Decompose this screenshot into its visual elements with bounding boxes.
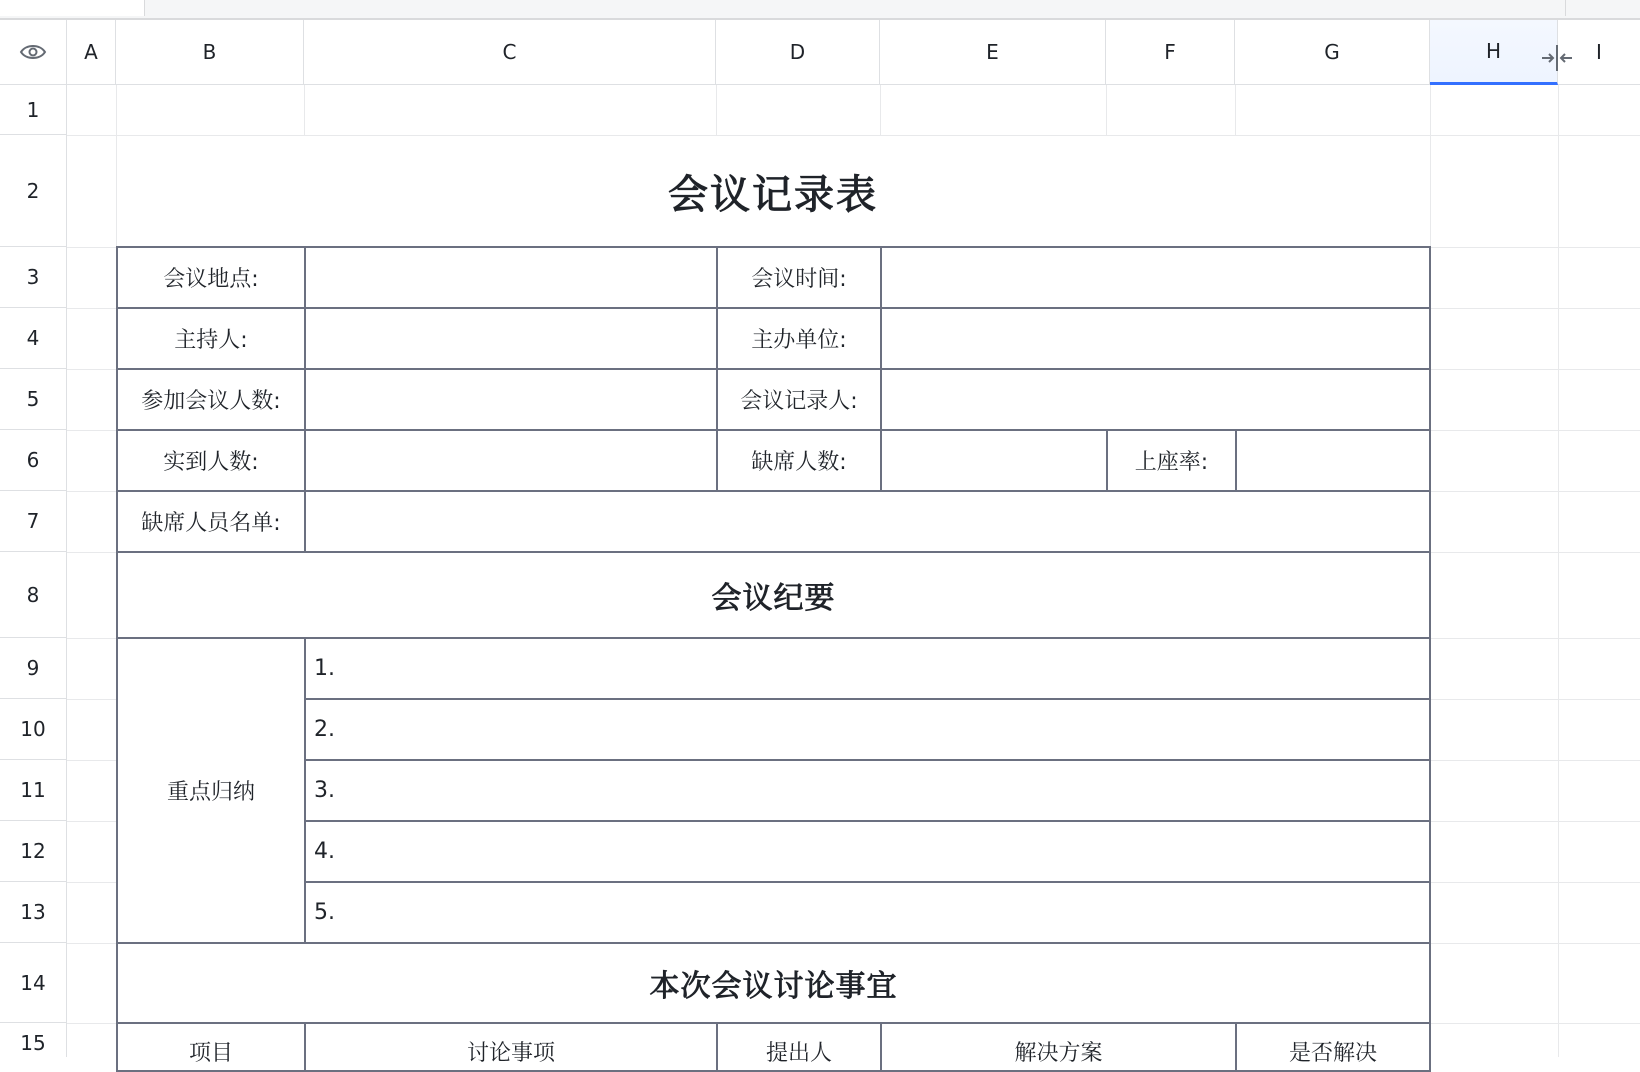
select-all-corner[interactable] — [0, 20, 67, 85]
row-header-15[interactable]: 15 — [0, 1023, 67, 1057]
row-header-13[interactable]: 13 — [0, 882, 67, 943]
absent-list-label[interactable]: 缺席人员名单: — [116, 490, 306, 553]
absent-label[interactable]: 缺席人数: — [716, 429, 882, 492]
header-resolved[interactable]: 是否解决 — [1235, 1022, 1431, 1072]
row-header-14[interactable]: 14 — [0, 943, 67, 1023]
row-header-6[interactable]: 6 — [0, 430, 67, 491]
time-value[interactable] — [880, 246, 1431, 309]
header-item[interactable]: 项目 — [116, 1022, 306, 1072]
key-points-label[interactable]: 重点归纳 — [116, 637, 306, 944]
absent-list-value[interactable] — [304, 490, 1431, 553]
recorder-value[interactable] — [880, 368, 1431, 431]
column-header-b[interactable]: B — [116, 20, 304, 85]
absent-value[interactable] — [880, 429, 1108, 492]
row-header-12[interactable]: 12 — [0, 821, 67, 882]
column-header-i[interactable]: I — [1558, 20, 1640, 85]
row-header-5[interactable]: 5 — [0, 369, 67, 430]
discussion-title[interactable]: 本次会议讨论事宜 — [116, 942, 1431, 1024]
location-label[interactable]: 会议地点: — [116, 246, 306, 309]
rate-label[interactable]: 上座率: — [1106, 429, 1237, 492]
row-header-8[interactable]: 8 — [0, 552, 67, 638]
organizer-label[interactable]: 主办单位: — [716, 307, 882, 370]
time-label[interactable]: 会议时间: — [716, 246, 882, 309]
name-box[interactable] — [0, 0, 145, 16]
row-header-9[interactable]: 9 — [0, 638, 67, 699]
column-header-c[interactable]: C — [304, 20, 716, 85]
row-header-1[interactable]: 1 — [0, 85, 67, 135]
row-header-3[interactable]: 3 — [0, 247, 67, 308]
summary-title[interactable]: 会议纪要 — [116, 551, 1431, 639]
host-label[interactable]: 主持人: — [116, 307, 306, 370]
host-value[interactable] — [304, 307, 718, 370]
point-5[interactable]: 5. — [304, 881, 1431, 944]
present-label[interactable]: 实到人数: — [116, 429, 306, 492]
header-discussion-topic[interactable]: 讨论事项 — [304, 1022, 718, 1072]
column-header-e[interactable]: E — [880, 20, 1106, 85]
point-2[interactable]: 2. — [304, 698, 1431, 761]
column-header-g[interactable]: G — [1235, 20, 1430, 85]
top-toolbar — [0, 0, 1640, 20]
point-1[interactable]: 1. — [304, 637, 1431, 700]
row-header-7[interactable]: 7 — [0, 491, 67, 552]
attendees-label[interactable]: 参加会议人数: — [116, 368, 306, 431]
sheet-title[interactable]: 会议记录表 — [117, 136, 1429, 246]
row-header-4[interactable]: 4 — [0, 308, 67, 369]
eye-icon[interactable] — [19, 43, 47, 61]
column-header-a[interactable]: A — [67, 20, 116, 85]
column-resize-icon[interactable] — [1540, 43, 1574, 73]
header-solution[interactable]: 解决方案 — [880, 1022, 1237, 1072]
column-header-f[interactable]: F — [1106, 20, 1235, 85]
row-header-10[interactable]: 10 — [0, 699, 67, 760]
column-header-d[interactable]: D — [716, 20, 880, 85]
present-value[interactable] — [304, 429, 718, 492]
point-4[interactable]: 4. — [304, 820, 1431, 883]
rate-value[interactable] — [1235, 429, 1431, 492]
point-3[interactable]: 3. — [304, 759, 1431, 822]
column-header-h[interactable]: H — [1430, 20, 1558, 85]
attendees-value[interactable] — [304, 368, 718, 431]
header-proposer[interactable]: 提出人 — [716, 1022, 882, 1072]
organizer-value[interactable] — [880, 307, 1431, 370]
recorder-label[interactable]: 会议记录人: — [716, 368, 882, 431]
formula-bar[interactable] — [145, 0, 1566, 16]
location-value[interactable] — [304, 246, 718, 309]
row-header-2[interactable]: 2 — [0, 135, 67, 247]
row-header-11[interactable]: 11 — [0, 760, 67, 821]
column-resize-handle[interactable] — [1540, 43, 1574, 73]
